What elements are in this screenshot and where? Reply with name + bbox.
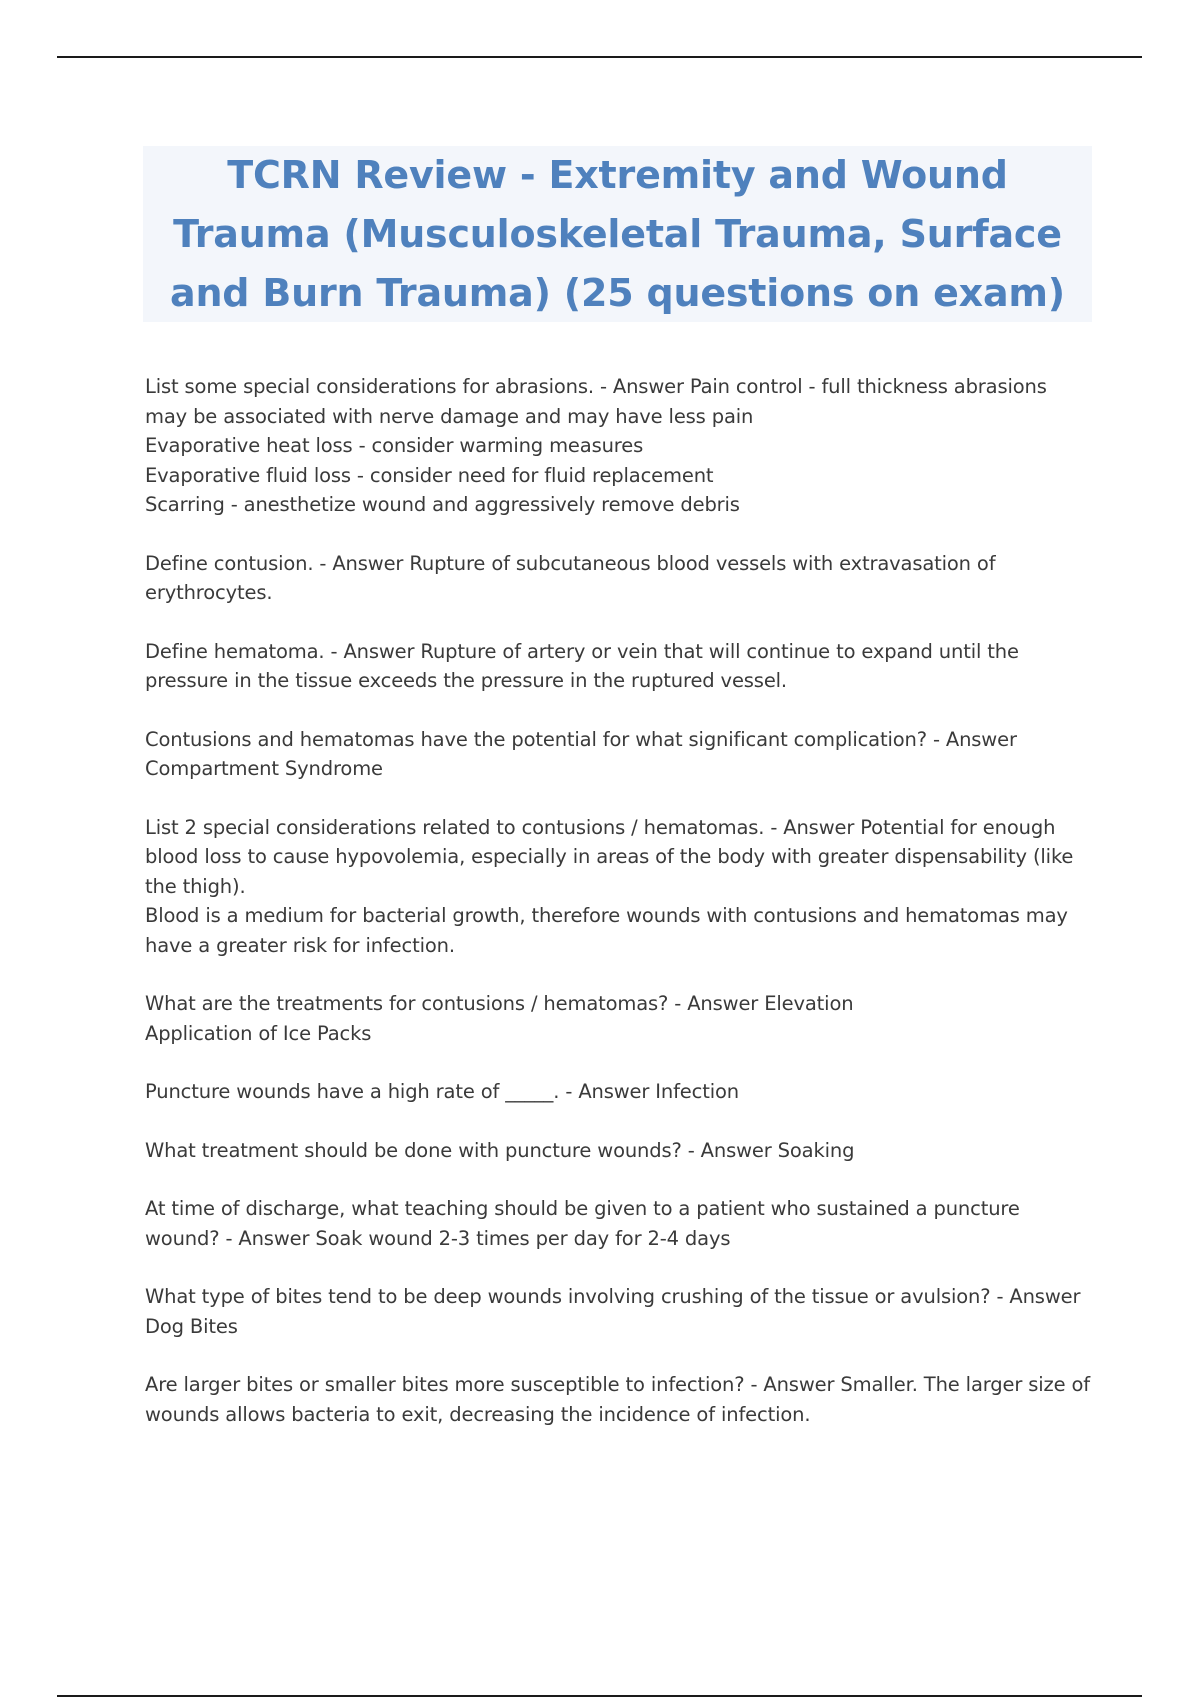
- document-title: TCRN Review - Extremity and Wound Trauma (Musculoskeletal Trauma, Surface and Burn Trauma) (25 questions on exam): [170, 152, 1065, 315]
- qa-line: Scarring - anesthetize wound and aggressively remove debris: [145, 493, 740, 516]
- qa-line: Are larger bites or smaller bites more susceptible to infection? - Answer Smaller. The larger size of wounds allows bacteria to exit, decreasing the incidence of infection.: [145, 1373, 1091, 1426]
- qa-line: Define contusion. - Answer Rupture of subcutaneous blood vessels with extravasation of erythrocytes.: [145, 551, 996, 604]
- qa-line: Evaporative fluid loss - consider need for fluid replacement: [145, 463, 714, 487]
- qa-item: [145, 1136, 1090, 1166]
- qa-item: [145, 725, 1090, 784]
- qa-line: What are the treatments for contusions / hematomas? - Answer Elevation: [145, 992, 854, 1015]
- qa-item: [145, 1194, 1090, 1253]
- qa-item: [145, 637, 1090, 696]
- qa-line: Evaporative heat loss - consider warming measures: [145, 434, 644, 457]
- qa-list: [145, 372, 1090, 1458]
- qa-item: [145, 1077, 1090, 1107]
- qa-line: Blood is a medium for bacterial growth, therefore wounds with contusions and hematomas may have a greater risk for infection.: [145, 904, 1068, 957]
- top-rule: [57, 56, 1142, 58]
- qa-line: List 2 special considerations related to contusions / hematomas. - Answer Potential for enough blood loss to cause hypovolemia, especially in areas of the body with greater dispensability (like the thigh).: [145, 815, 1074, 898]
- qa-line: Application of Ice Packs: [145, 1021, 372, 1045]
- qa-item: [145, 1282, 1090, 1341]
- qa-line: What type of bites tend to be deep wounds involving crushing of the tissue or avulsion? - Answer Dog Bites: [145, 1285, 1081, 1338]
- qa-line: List some special considerations for abrasions. - Answer Pain control - full thickness abrasions may be associated with nerve damage and may have less pain: [145, 375, 1047, 428]
- qa-item: [145, 813, 1090, 961]
- qa-item: [145, 1370, 1090, 1429]
- bottom-rule: [57, 1695, 1142, 1697]
- qa-line: Contusions and hematomas have the potential for what significant complication? - Answer Compartment Syndrome: [145, 727, 1017, 780]
- qa-line: What treatment should be done with puncture wounds? - Answer Soaking: [145, 1138, 855, 1162]
- qa-item: [145, 989, 1090, 1048]
- qa-item: [145, 549, 1090, 608]
- qa-line: Puncture wounds have a high rate of _____. - Answer Infection: [145, 1080, 739, 1103]
- qa-line: Define hematoma. - Answer Rupture of artery or vein that will continue to expand until the pressure in the tissue exceeds the pressure in the ruptured vessel.: [145, 639, 1019, 692]
- qa-line: At time of discharge, what teaching should be given to a patient who sustained a puncture wound? - Answer Soak wound 2-3 times per day for 2-4 days: [145, 1197, 1020, 1250]
- title-box: [143, 146, 1092, 322]
- qa-item: [145, 372, 1090, 520]
